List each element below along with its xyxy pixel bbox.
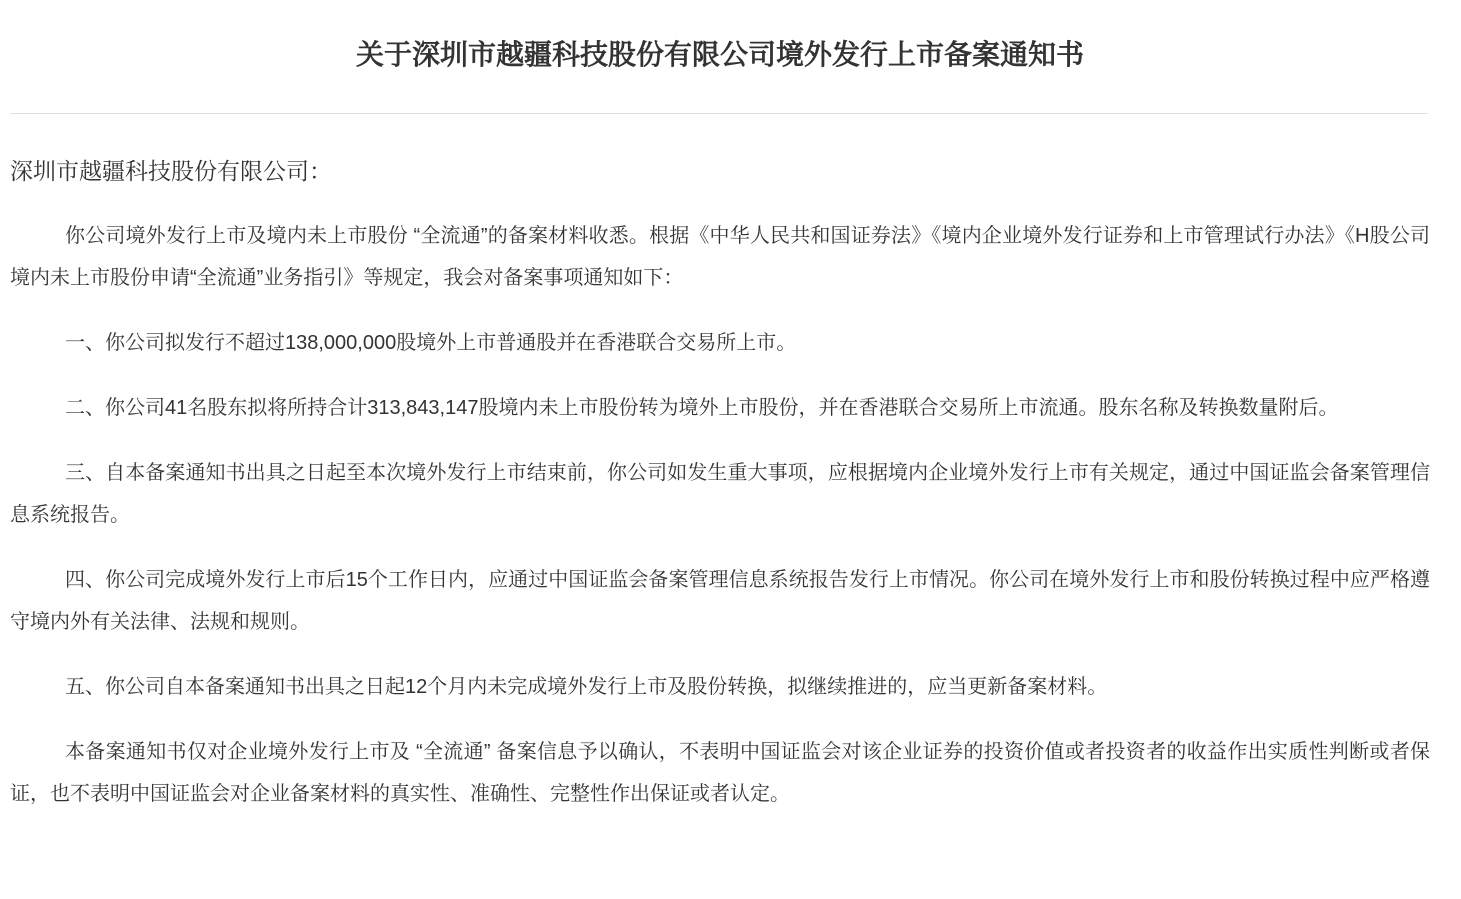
disclaimer-paragraph: 本备案通知书仅对企业境外发行上市及 “全流通” 备案信息予以确认，不表明中国证监会对该企业证券的投资价值或者投资者的收益作出实质性判断或者保证，也不表明中国证监会对企业备案材料的真实性、准确性、完整性作出保证或者认定。 [10, 741, 1430, 805]
page-title: 关于深圳市越疆科技股份有限公司境外发行上市备案通知书 [355, 39, 1084, 70]
item-2-share-conversion: 二、你公司41名股东拟将所持合计313,843,147股境内未上市股份转为境外上市股份，并在香港联合交易所上市流通。股东名称及转换数量附后。 [65, 397, 1339, 419]
intro-paragraph: 你公司境外发行上市及境内未上市股份 “全流通”的备案材料收悉。根据《中华人民共和国证券法》《境内企业境外发行证券和上市管理试行办法》《H股公司境内未上市股份申请“全流通”业务指引》等规定，我会对备案事项通知如下： [10, 225, 1430, 289]
item-3-major-events-report: 三、自本备案通知书出具之日起至本次境外发行上市结束前，你公司如发生重大事项，应根据境内企业境外发行上市有关规定，通过中国证监会备案管理信息系统报告。 [10, 462, 1430, 526]
item-1-share-issue: 一、你公司拟发行不超过138,000,000股境外上市普通股并在香港联合交易所上市。 [65, 332, 797, 354]
item-5-update-materials: 五、你公司自本备案通知书出具之日起12个月内未完成境外发行上市及股份转换，拟继续推进的，应当更新备案材料。 [65, 676, 1108, 698]
salutation: 深圳市越疆科技股份有限公司： [10, 158, 332, 184]
title-divider [10, 113, 1428, 114]
notice-document [0, 38, 1461, 899]
item-4-post-listing-report: 四、你公司完成境外发行上市后15个工作日内，应通过中国证监会备案管理信息系统报告发行上市情况。你公司在境外发行上市和股份转换过程中应严格遵守境内外有关法律、法规和规则。 [10, 569, 1430, 633]
document-body [0, 150, 1461, 815]
